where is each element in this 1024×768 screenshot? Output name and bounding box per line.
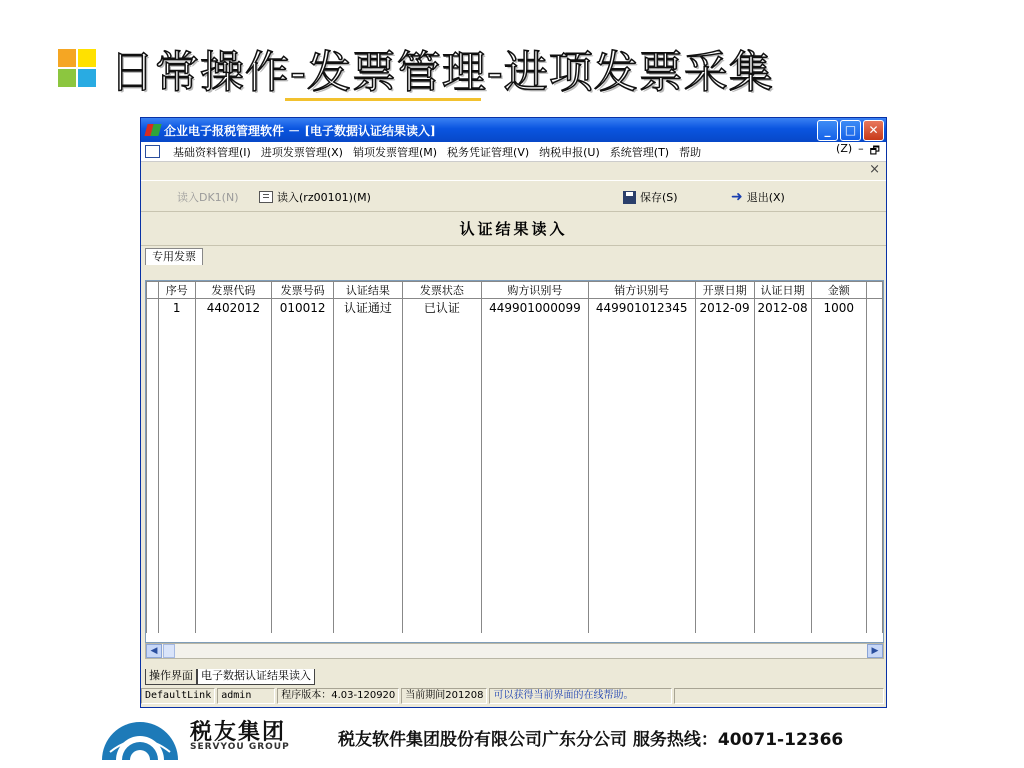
menu-help[interactable]: 帮助: [679, 145, 702, 159]
exit-label: 退出(X): [746, 191, 785, 204]
col-header-seq[interactable]: 序号: [158, 282, 195, 299]
menu-basic-data[interactable]: 基础资料管理(I): [173, 145, 251, 159]
tab-auth-result-read[interactable]: 电子数据认证结果读入: [197, 669, 315, 685]
table-header-row: [147, 282, 883, 299]
col-header-buyer-id[interactable]: 购方识别号: [482, 282, 589, 299]
read-dk1-button[interactable]: [177, 189, 239, 205]
cell-auth-result[interactable]: 认证通过: [334, 299, 403, 317]
cell-auth-date[interactable]: 2012-08: [754, 299, 811, 317]
status-help: 可以获得当前界面的在线帮助。: [489, 688, 672, 704]
read-rz-label: 读入(rz00101)(M): [277, 191, 371, 204]
status-user: admin: [217, 688, 275, 704]
col-header-auth-date[interactable]: 认证日期: [754, 282, 811, 299]
mdi-restore-button[interactable]: 🗗: [869, 144, 880, 157]
row-indicator: [147, 299, 159, 317]
cell-invoice-code[interactable]: 4402012: [195, 299, 272, 317]
cell-seq[interactable]: 1: [158, 299, 195, 317]
row-indicator-header: [147, 282, 159, 299]
title-bar[interactable]: [141, 118, 886, 142]
arrow-right-icon: ➜: [731, 189, 743, 205]
save-label: 保存(S): [640, 191, 678, 204]
horizontal-scrollbar[interactable]: [145, 643, 884, 659]
col-header-issue-date[interactable]: 开票日期: [695, 282, 754, 299]
empty-grid-area: [147, 316, 883, 633]
servyou-logo-icon: [100, 712, 180, 760]
invoice-grid: [145, 280, 884, 643]
brand-name-cn: 税友集团: [190, 720, 287, 745]
cell-seller-id[interactable]: 449901012345: [588, 299, 695, 317]
save-icon: [623, 191, 636, 204]
mdi-minimize-button[interactable]: –: [858, 142, 864, 155]
col-header-auth-result[interactable]: 认证结果: [334, 282, 403, 299]
status-version: 程序版本：4.03-120920: [277, 688, 399, 704]
slide-title-text: 日常操作-发票管理-进项发票采集: [110, 47, 774, 98]
form-title: 认证结果读入: [141, 212, 886, 246]
document-icon[interactable]: [145, 145, 160, 158]
menu-output-invoice[interactable]: 销项发票管理(M): [352, 145, 438, 159]
extra-header: [867, 282, 883, 299]
cell-extra: [867, 299, 883, 317]
scroll-right-icon[interactable]: ▶: [867, 644, 883, 658]
mdi-close-button[interactable]: ×: [869, 162, 880, 177]
status-period: 当前期间201208: [401, 688, 487, 704]
menu-system[interactable]: 系统管理(T): [609, 145, 670, 159]
toolbar: [141, 180, 886, 212]
window-title: 企业电子报税管理软件 － [电子数据认证结果读入]: [164, 123, 436, 138]
maximize-button[interactable]: □: [840, 120, 861, 141]
read-rz-button[interactable]: [259, 189, 371, 205]
cell-buyer-id[interactable]: 449901000099: [482, 299, 589, 317]
color-squares-icon: [58, 45, 104, 91]
col-header-amount[interactable]: 金额: [811, 282, 867, 299]
cell-issue-date[interactable]: 2012-09: [695, 299, 754, 317]
menu-input-invoice[interactable]: 进项发票管理(X): [260, 145, 343, 159]
menu-tax-voucher[interactable]: 税务凭证管理(V): [447, 145, 530, 159]
col-header-invoice-status[interactable]: 发票状态: [402, 282, 481, 299]
tab-operation-ui[interactable]: 操作界面: [145, 669, 197, 685]
menu-z[interactable]: (Z): [836, 142, 853, 155]
minimize-button[interactable]: _: [817, 120, 838, 141]
cell-amount[interactable]: 1000: [811, 299, 867, 317]
menu-tax-filing[interactable]: 纳税申报(U): [539, 145, 600, 159]
cell-invoice-status[interactable]: 已认证: [402, 299, 481, 317]
slide-title: [58, 38, 774, 98]
read-icon: [259, 191, 273, 203]
app-logo-icon: [145, 122, 161, 138]
read-dk1-label: 读入DK1(N): [177, 191, 239, 204]
title-underline: [285, 98, 481, 101]
status-bar: [141, 686, 886, 706]
scroll-left-icon[interactable]: ◀: [146, 644, 162, 658]
save-button[interactable]: [623, 189, 678, 205]
col-header-seller-id[interactable]: 销方识别号: [588, 282, 695, 299]
tab-special-invoice[interactable]: 专用发票: [145, 248, 203, 265]
scroll-thumb[interactable]: [163, 644, 175, 658]
table-row[interactable]: [147, 299, 883, 317]
cell-invoice-number[interactable]: 010012: [272, 299, 334, 317]
menu-bar: [141, 142, 886, 162]
status-link: DefaultLink: [141, 688, 215, 704]
bottom-tab-strip: [145, 669, 315, 685]
exit-button[interactable]: [731, 189, 785, 205]
status-empty: [674, 688, 884, 704]
col-header-invoice-code[interactable]: 发票代码: [195, 282, 272, 299]
app-window: [140, 117, 887, 708]
col-header-invoice-number[interactable]: 发票号码: [272, 282, 334, 299]
company-hotline: 税友软件集团股份有限公司广东分公司 服务热线：40071-12366: [338, 730, 844, 750]
close-button[interactable]: ✕: [863, 120, 884, 141]
brand-name-en: SERVYOU GROUP: [190, 742, 290, 752]
